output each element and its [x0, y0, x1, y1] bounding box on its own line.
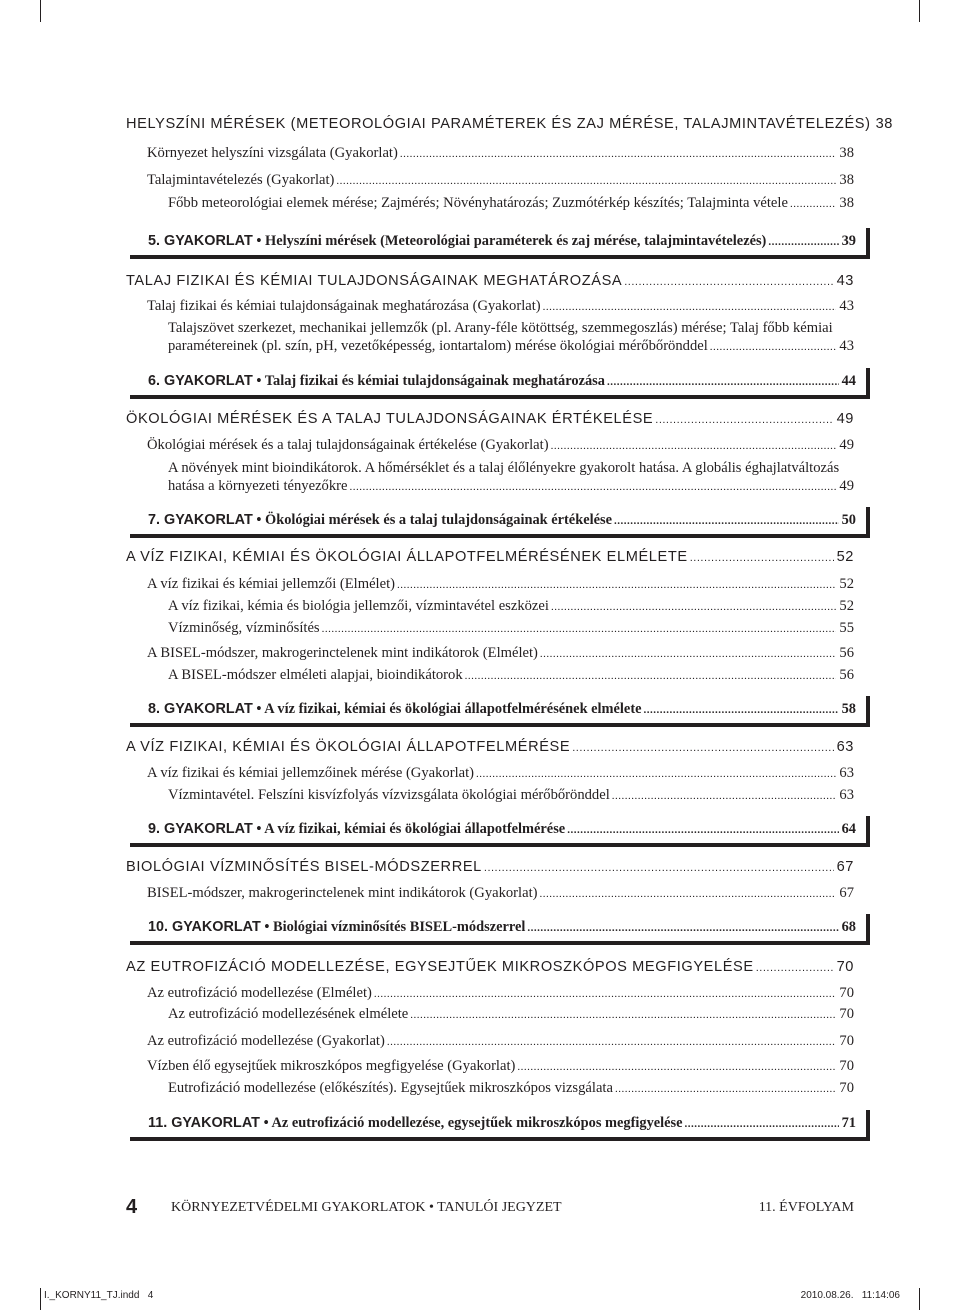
toc-title: A VÍZ FIZIKAI, KÉMIAI ÉS ÖKOLÓGIAI ÁLLAPOTFELMÉRÉSÉNEK ELMÉLETE: [126, 549, 688, 565]
toc-title: Főbb meteorológiai elemek mérése; Zajmérés; Növényhatározás; Zuzmótérkép készítés; Talajminta vétele: [168, 195, 788, 211]
exercise-number: 10. GYAKORLAT: [148, 919, 261, 935]
toc-page: 55: [839, 620, 854, 636]
toc-title: Ökológiai mérések és a talaj tulajdonságainak értékelése (Gyakorlat): [147, 437, 549, 453]
toc-entry[interactable]: [168, 619, 854, 638]
exercise-box[interactable]: [130, 914, 870, 945]
toc-page: 70: [839, 1058, 854, 1074]
toc-title: A víz fizikai, kémia és biológia jellemzői, vízmintavétel eszközei: [168, 598, 549, 614]
toc-title: Az eutrofizáció modellezése, egysejtűek mikroszkópos megfigyelése: [271, 1115, 683, 1131]
toc-title: A víz fizikai és kémiai jellemzőinek mérése (Gyakorlat): [147, 765, 475, 781]
toc-page: 38: [839, 195, 854, 211]
toc-section[interactable]: [126, 410, 854, 429]
toc-title: Vízminőség, vízminősítés: [168, 620, 320, 636]
toc-page: 52: [839, 598, 854, 614]
toc-entry[interactable]: [147, 644, 854, 663]
toc-page: 67: [836, 859, 854, 875]
toc-page: 38: [839, 145, 854, 161]
toc-title: Az eutrofizáció modellezése (Gyakorlat): [147, 1033, 385, 1049]
toc-title: Vízmintavétel. Felszíni kisvízfolyás vízvizsgálata ökológiai mérőbőrönddel: [168, 787, 610, 803]
toc-page: 64: [841, 821, 856, 837]
toc-section[interactable]: [126, 738, 854, 757]
toc-entry[interactable]: [168, 319, 854, 356]
bullet: •: [263, 1115, 269, 1131]
toc-page: 58: [841, 701, 856, 717]
toc-entry[interactable]: [168, 459, 854, 496]
toc-page: 71: [841, 1115, 856, 1131]
toc-title: Vízben élő egysejtűek mikroszkópos megfigyelése (Gyakorlat): [147, 1058, 516, 1074]
toc-title: A BISEL-módszer, makrogerinctelenek mint indikátorok (Elmélet): [147, 645, 538, 661]
toc-page: 49: [839, 478, 854, 494]
toc-title: Helyszíni mérések (Meteorológiai paraméterek és zaj mérése, talajmintavételezés): [265, 233, 767, 249]
crop-mark-bottom-left: [40, 1288, 41, 1310]
crop-mark-top-right: [919, 0, 920, 22]
toc-title: A víz fizikai és kémiai jellemzői (Elmélet): [147, 576, 396, 592]
bullet: •: [428, 1200, 434, 1215]
bullet: •: [264, 919, 270, 935]
toc-entry[interactable]: [147, 1057, 854, 1076]
exercise-number: 8. GYAKORLAT: [148, 701, 253, 717]
toc-page: 63: [839, 787, 854, 803]
toc-section[interactable]: [126, 548, 854, 567]
toc-title: Az eutrofizáció modellezésének elmélete: [168, 1006, 409, 1022]
toc-page: 50: [841, 512, 856, 528]
toc-page: 63: [836, 739, 854, 755]
print-slug-date: 2010.08.26. 11:14:06: [800, 1290, 900, 1301]
toc-page: 49: [836, 411, 854, 427]
toc-entry[interactable]: [147, 575, 854, 594]
toc-entry[interactable]: [168, 786, 854, 805]
toc-title: A BISEL-módszer elméleti alapjai, bioindikátorok: [168, 667, 463, 683]
exercise-box[interactable]: [130, 368, 870, 399]
toc-title: HELYSZÍNI MÉRÉSEK (METEOROLÓGIAI PARAMÉTEREK ÉS ZAJ MÉRÉSE, TALAJMINTAVÉTELEZÉS): [126, 116, 871, 132]
toc-title-line2: paramétereinek (pl. szín, pH, vezetőképesség, iontartalom) mérése ökológiai mérőbőrönddel: [168, 338, 708, 354]
exercise-number: 9. GYAKORLAT: [148, 821, 253, 837]
exercise-box[interactable]: [130, 816, 870, 847]
toc-entry[interactable]: [147, 436, 854, 455]
toc-page: 38: [839, 172, 854, 188]
toc-title: Talaj fizikai és kémiai tulajdonságainak meghatározása (Gyakorlat): [147, 298, 541, 314]
bullet: •: [256, 373, 262, 389]
toc-entry[interactable]: [147, 297, 854, 316]
toc-page: 43: [836, 273, 854, 289]
toc-title: Környezet helyszíni vizsgálata (Gyakorlat): [147, 145, 398, 161]
toc-section[interactable]: [126, 858, 854, 877]
toc-entry[interactable]: [147, 144, 854, 163]
toc-page: 39: [841, 233, 856, 249]
toc-entry[interactable]: [168, 194, 854, 213]
toc-entry[interactable]: [147, 884, 854, 903]
toc-page: 70: [839, 985, 854, 1001]
toc-title: Biológiai vízminősítés BISEL-módszerrel: [273, 919, 526, 935]
exercise-box[interactable]: [130, 507, 870, 538]
toc-section[interactable]: [126, 115, 894, 134]
print-slug-file: I._KORNY11_TJ.indd 4: [44, 1290, 154, 1301]
footer-title: KÖRNYEZETVÉDELMI GYAKORLATOK • TANULÓI JEGYZET: [171, 1200, 562, 1215]
toc-page: 49: [839, 437, 854, 453]
toc-title: A víz fizikai, kémiai és ökológiai állapotfelmérése: [264, 821, 566, 837]
footer-grade: 11. ÉVFOLYAM: [758, 1200, 854, 1215]
toc-entry[interactable]: [147, 984, 854, 1003]
crop-mark-bottom-right: [919, 1288, 920, 1310]
toc-title-line1: Talajszövet szerkezet, mechanikai jellemzők (pl. Arany-féle kötöttség, szemmegoszlás) mérése; Talaj főbb kémiai: [168, 320, 833, 336]
toc-title: A VÍZ FIZIKAI, KÉMIAI ÉS ÖKOLÓGIAI ÁLLAPOTFELMÉRÉSE: [126, 739, 571, 755]
toc-title: Talaj fizikai és kémiai tulajdonságainak meghatározása: [264, 373, 605, 389]
toc-title-line2: hatása a környezeti tényezőkre: [168, 478, 348, 494]
bullet: •: [256, 512, 262, 528]
toc-title: Eutrofizáció modellezése (előkészítés). Egysejtűek mikroszkópos vizsgálata: [168, 1080, 613, 1096]
toc-page: 70: [839, 1006, 854, 1022]
toc-page: 38: [875, 116, 894, 132]
exercise-box[interactable]: [130, 696, 870, 727]
toc-entry[interactable]: [168, 1005, 854, 1024]
toc-page: 56: [839, 645, 854, 661]
exercise-box[interactable]: [130, 1110, 870, 1141]
exercise-number: 11. GYAKORLAT: [148, 1115, 260, 1131]
toc-page: 67: [839, 885, 854, 901]
toc-entry[interactable]: [168, 597, 854, 616]
toc-title: AZ EUTROFIZÁCIÓ MODELLEZÉSE, EGYSEJTŰEK MIKROSZKÓPOS MEGFIGYELÉSE: [126, 959, 754, 975]
toc-page: 70: [836, 959, 854, 975]
exercise-number: 6. GYAKORLAT: [148, 373, 253, 389]
toc-entry[interactable]: [168, 1079, 854, 1098]
exercise-number: 5. GYAKORLAT: [148, 233, 253, 249]
crop-mark-top-left: [40, 0, 41, 22]
toc-section[interactable]: [126, 958, 854, 977]
toc-title: Talajmintavételezés (Gyakorlat): [147, 172, 335, 188]
toc-page: 43: [839, 338, 854, 354]
page-number: 4: [126, 1196, 138, 1218]
toc-page: 63: [839, 765, 854, 781]
toc-title: Ökológiai mérések és a talaj tulajdonságainak értékelése: [265, 512, 612, 528]
toc-section[interactable]: [126, 272, 854, 291]
toc-title-line1: A növények mint bioindikátorok. A hőmérséklet és a talaj élőlényekre gyakorolt hatása. A globális éghajlatváltozás: [168, 460, 840, 476]
toc-title: ÖKOLÓGIAI MÉRÉSEK ÉS A TALAJ TULAJDONSÁGAINAK ÉRTÉKELÉSE: [126, 411, 654, 427]
toc-page: 43: [839, 298, 854, 314]
exercise-number: 7. GYAKORLAT: [148, 512, 253, 528]
toc-page: 70: [839, 1080, 854, 1096]
toc-entry[interactable]: [168, 666, 854, 685]
toc-title: TALAJ FIZIKAI ÉS KÉMIAI TULAJDONSÁGAINAK MEGHATÁROZÁSA: [126, 273, 623, 289]
toc-page: 56: [839, 667, 854, 683]
toc-entry[interactable]: [147, 1032, 854, 1051]
toc-entry[interactable]: [147, 764, 854, 783]
toc-page: 52: [839, 576, 854, 592]
toc-page: 44: [841, 373, 856, 389]
toc-page: 68: [841, 919, 856, 935]
bullet: •: [256, 233, 262, 249]
bullet: •: [256, 701, 262, 717]
toc-title: BISEL-módszer, makrogerinctelenek mint indikátorok (Gyakorlat): [147, 885, 538, 901]
toc-title: Az eutrofizáció modellezése (Elmélet): [147, 985, 372, 1001]
toc-entry[interactable]: [147, 171, 854, 190]
toc-page: 70: [839, 1033, 854, 1049]
exercise-box[interactable]: [130, 228, 870, 259]
toc-title: BIOLÓGIAI VÍZMINŐSÍTÉS BISEL-MÓDSZERREL: [126, 859, 482, 875]
toc-title: A víz fizikai, kémiai és ökológiai állapotfelmérésének elmélete: [264, 701, 642, 717]
toc-page: 52: [836, 549, 854, 565]
bullet: •: [256, 821, 262, 837]
